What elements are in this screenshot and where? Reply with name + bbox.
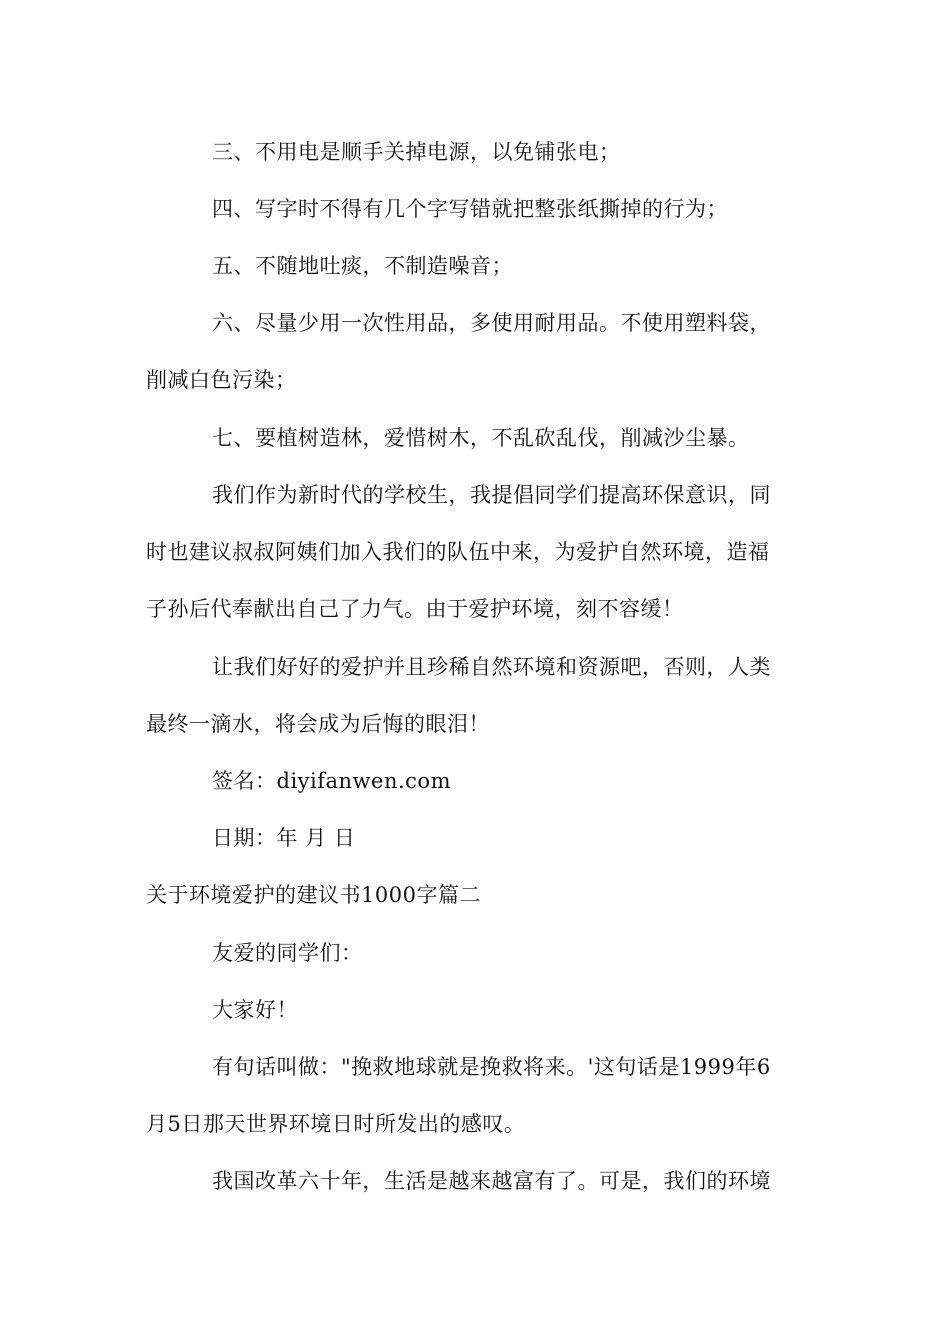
list-item-six: 六、尽量少用一次性用品，多使用耐用品。不使用塑料袋，	[212, 311, 771, 335]
section-heading: 关于环境爱护的建议书1000字篇二	[146, 883, 481, 907]
list-item-five: 五、不随地吐痰，不制造噪音；	[212, 254, 513, 278]
paragraph-line: 最终一滴水，将会成为后悔的眼泪！	[146, 712, 490, 736]
paragraph-line: 子孙后代奉献出自己了力气。由于爱护环境，刻不容缓！	[146, 597, 684, 621]
paragraph-line: 月5日那天世界环境日时所发出的感叹。	[146, 1112, 526, 1136]
paragraph-line: 有句话叫做："挽救地球就是挽救将来。'这句话是1999年6	[212, 1055, 771, 1079]
signature-line: 签名：diyifanwen.com	[212, 769, 451, 793]
list-item-three: 三、不用电是顺手关掉电源，以免铺张电；	[212, 140, 621, 164]
paragraph-line: 我们作为新时代的学校生，我提倡同学们提高环保意识，同	[212, 483, 771, 507]
salutation: 友爱的同学们：	[212, 941, 363, 965]
date-line: 日期：年 月 日	[212, 826, 356, 850]
list-item-six-continued: 削减白色污染；	[146, 368, 297, 392]
paragraph-line: 让我们好好的爱护并且珍稀自然环境和资源吧，否则，人类	[212, 655, 771, 679]
paragraph-line: 时也建议叔叔阿姨们加入我们的队伍中来，为爱护自然环境，造福	[146, 540, 770, 564]
list-item-seven: 七、要植树造林，爱惜树木，不乱砍乱伐，削减沙尘暴。	[212, 426, 750, 450]
paragraph-line: 我国改革六十年，生活是越来越富有了。可是，我们的环境	[212, 1169, 771, 1193]
greeting: 大家好！	[212, 998, 298, 1022]
list-item-four: 四、写字时不得有几个字写错就把整张纸撕掉的行为；	[212, 197, 728, 221]
